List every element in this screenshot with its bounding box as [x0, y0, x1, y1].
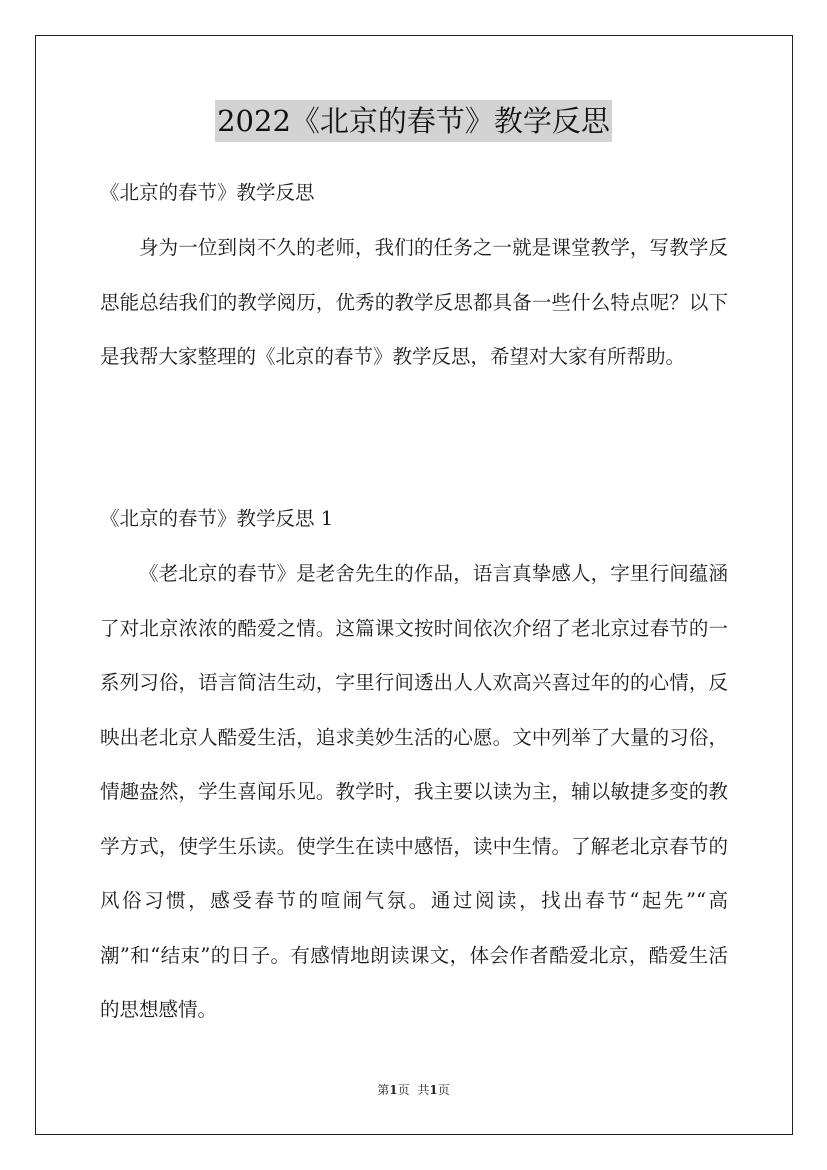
document-subtitle: 《北京的春节》教学反思: [100, 181, 315, 204]
footer-total-number: 1: [429, 1083, 438, 1097]
footer-page-suffix: 页: [397, 1083, 410, 1097]
footer-page-number: 1: [389, 1083, 398, 1097]
intro-paragraph: 身为一位到岗不久的老师，我们的任务之一就是课堂教学，写教学反思能总结我们的教学阅历，优秀的教学反思都具备一些什么特点呢？以下是我帮大家整理的《北京的春节》教学反思，希望对大家有所帮助。: [100, 236, 728, 368]
page-footer: [0, 1082, 827, 1098]
footer-page-prefix: 第: [377, 1083, 390, 1097]
footer-total-suffix: 页: [437, 1083, 450, 1097]
footer-total-prefix: 共: [417, 1083, 430, 1097]
section-paragraph: 《老北京的春节》是老舍先生的作品，语言真挚感人，字里行间蕴涵了对北京浓浓的酷爱之情。这篇课文按时间依次介绍了老北京过春节的一系列习俗，语言简洁生动，字里行间透出人人欢高兴喜过年的的心情，反映出老北京人酷爱生活，追求美妙生活的心愿。文中列举了大量的习俗，情趣盎然，学生喜闻乐见。教学时，我主要以读为主，辅以敏捷多变的教学方式，使学生乐读。使学生在读中感悟，读中生情。了解老北京春节的风俗习惯，感受春节的喧闹气氛。通过阅读，找出春节“起先”“高潮”和“结束”的日子。有感情地朗读课文，体会作者酷爱北京，酷爱生活的思想感情。: [100, 562, 728, 1021]
document-title: 2022《北京的春节》教学反思: [215, 100, 612, 142]
section-heading: 《北京的春节》教学反思 1: [100, 507, 334, 530]
title-container: [0, 100, 827, 142]
